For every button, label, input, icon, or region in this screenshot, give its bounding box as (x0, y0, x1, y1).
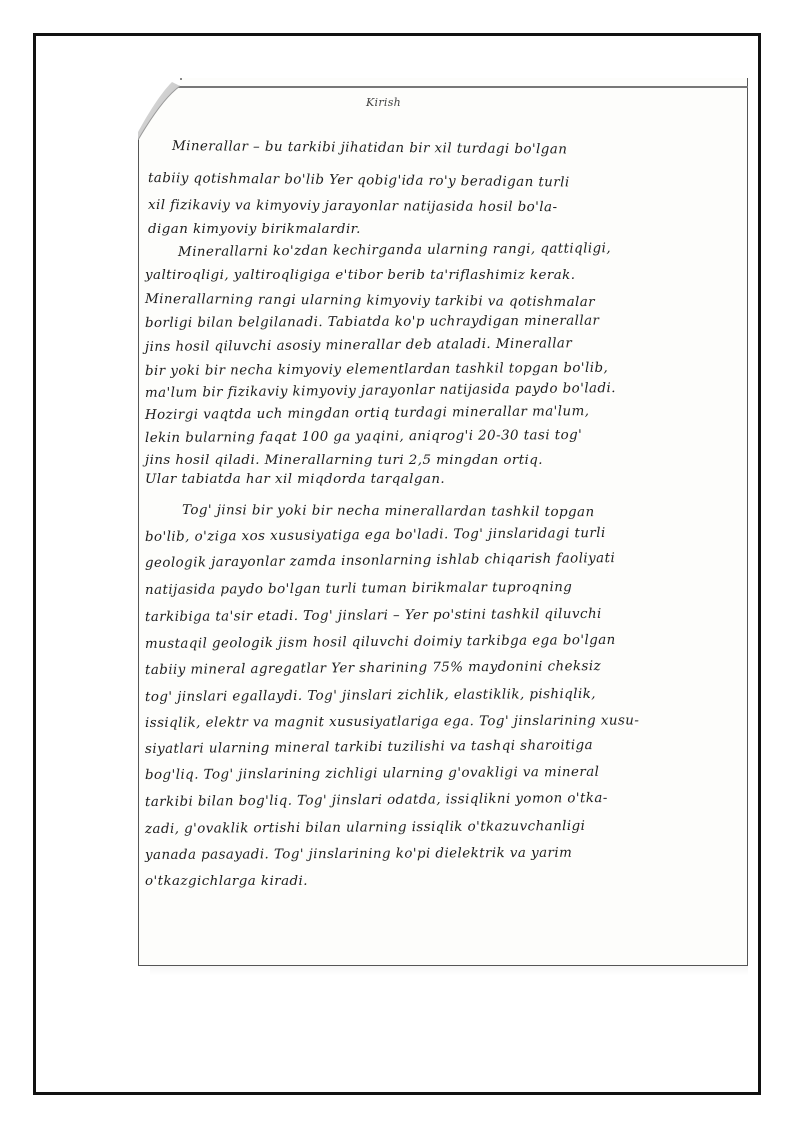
text-line: Minerallarning rangi ularning kimyoviy tarkibi va qotishmalar (144, 292, 596, 311)
text-line: Minerallar – bu tarkibi jihatidan bir xil turdagi bo'lgan (171, 139, 568, 158)
text-line: tabiiy mineral agregatlar Yer sharining 75% maydonini cheksiz (144, 659, 602, 678)
text-line: yaltiroqligi, yaltiroqligiga e'tibor berib ta'riflashimiz kerak. (145, 268, 576, 283)
text-line: bog'liq. Tog' jinslarining zichligi ularning g'ovakligi va mineral (144, 764, 600, 783)
text-line: geologik jarayonlar zamda insonlarning ishlab chiqarish faoliyati (144, 551, 616, 571)
text-line: natijasida paydo bo'lgan turli tuman birikmalar tuproqning (144, 580, 573, 598)
text-line: tabiiy qotishmalar bo'lib Yer qobig'ida ro'y beradigan turli (147, 171, 570, 191)
text-line: zadi, g'ovaklik ortishi bilan ularning issiqlik o'tkazuvchanligi (144, 818, 586, 837)
text-line: Hozirgi vaqtda uch mingdan ortiq turdagi minerallar ma'lum, (144, 404, 590, 423)
text-line: lekin bularning faqat 100 ga yaqini, aniqrog'i 20-30 tasi tog' (144, 427, 583, 446)
text-line: Ular tabiatda har xil miqdorda tarqalgan. (145, 472, 446, 487)
text-line: jins hosil qiluvchi asosiy minerallar deb ataladi. Minerallar (144, 336, 573, 355)
text-line: yanada pasayadi. Tog' jinslarining ko'pi dielektrik va yarim (144, 845, 573, 863)
text-line: issiqlik, elektr va magnit xususiyatlariga ega. Tog' jinslarining xusu- (144, 713, 640, 731)
text-line: tog' jinslari egallaydi. Tog' jinslari zichlik, elastiklik, pishiqlik, (144, 686, 597, 705)
text-line: bo'lib, o'ziga xos xususiyatiga ega bo'ladi. Tog' jinslaridagi turli (144, 525, 606, 545)
page-title: Kirish (366, 96, 402, 109)
text-line: siyatlari ularning mineral tarkibi tuzilishi va tashqi sharoitiga (144, 738, 594, 757)
text-line: tarkibiga ta'sir etadi. Tog' jinslari – Yer po'stini tashkil qiluvchi (144, 606, 602, 625)
text-line: bir yoki bir necha kimyoviy elementlardan tashkil topgan bo'lib, (144, 360, 609, 379)
text-line: Tog' jinsi bir yoki bir necha minerallardan tashkil topgan (181, 503, 595, 521)
text-line: ma'lum bir fizikaviy kimyoviy jarayonlar natijasida paydo bo'ladi. (144, 381, 616, 401)
text-line: xil fizikaviy va kimyoviy jarayonlar natijasida hosil bo'la- (147, 198, 558, 216)
text-line: Minerallarni ko'zdan kechirganda ularning rangi, qattiqligi, (177, 241, 612, 260)
text-line: o'tkazgichlarga kiradi. (145, 874, 308, 889)
text-line: digan kimyoviy birikmalardir. (148, 222, 361, 237)
text-line: borligi bilan belgilanadi. Tabiatda ko'p uchraydigan minerallar (144, 313, 600, 331)
text-line: jins hosil qiladi. Minerallarning turi 2,5 mingdan ortiq. (145, 453, 544, 468)
text-line: mustaqil geologik jism hosil qiluvchi doimiy tarkibga ega bo'lgan (144, 632, 616, 652)
text-line: tarkibi bilan bog'liq. Tog' jinslari odatda, issiqlikni yomon o'tka- (144, 790, 608, 810)
